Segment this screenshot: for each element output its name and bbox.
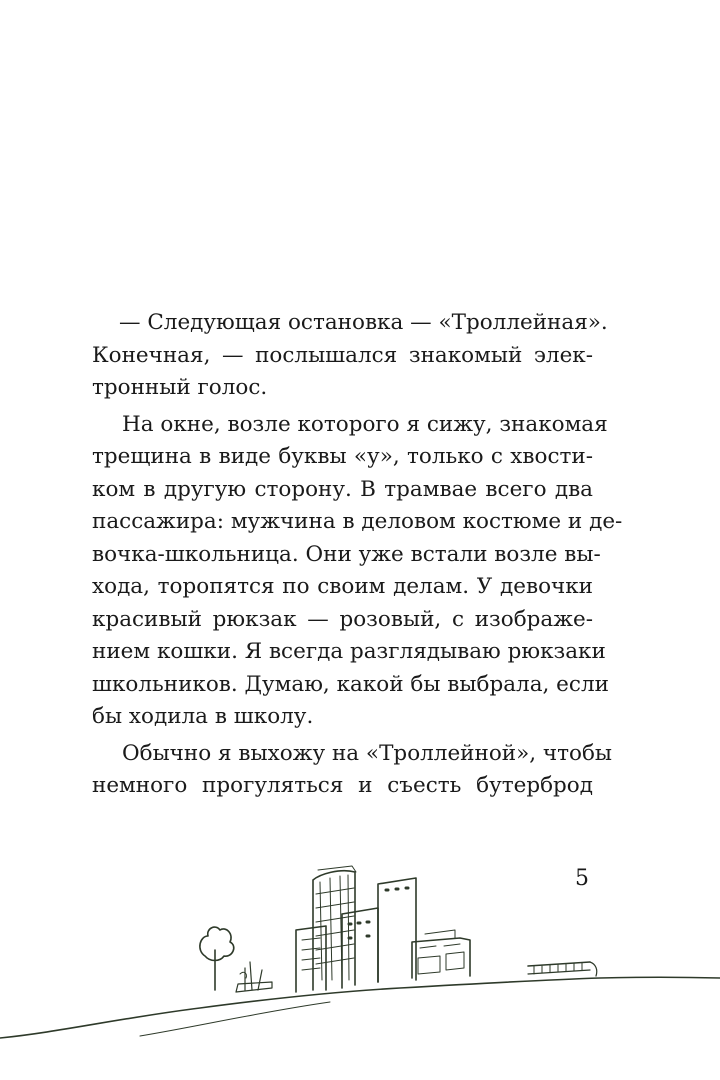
city-skyline-illustration xyxy=(0,850,720,1080)
text-line: бы ходила в школу. xyxy=(92,704,314,729)
text-line: школьников. Думаю, какой бы выбрала, если xyxy=(92,671,609,697)
text-line: нием кошки. Я всегда разглядываю рюкзаки xyxy=(92,639,606,664)
paragraph-2 xyxy=(92,409,623,734)
text-line: ком в другую сторону. В трамвае всего два xyxy=(92,476,593,502)
text-line: трещина в виде буквы «у», только с хвости- xyxy=(92,444,593,469)
text-line: немного прогуляться и съесть бутерброд xyxy=(92,773,593,798)
text-line: тронный голос. xyxy=(92,375,268,400)
page-number: 5 xyxy=(575,866,589,891)
text-line: — Следующая остановка — «Троллейная». xyxy=(119,310,608,335)
text-line: Конечная, — послышался знакомый элек- xyxy=(92,342,593,368)
text-line: хода, торопятся по своим делам. У девочки xyxy=(92,574,593,599)
paragraph-1 xyxy=(92,307,608,405)
text-line: Обычно я выхожу на «Троллейной», чтобы xyxy=(122,740,613,766)
body-text xyxy=(92,307,623,803)
text-line: красивый рюкзак — розовый, с изображе- xyxy=(92,606,593,632)
text-line: вочка-школьница. Они уже встали возле вы- xyxy=(92,541,601,567)
text-line: пассажира: мужчина в деловом костюме и де- xyxy=(92,509,623,534)
text-line: На окне, возле которого я сижу, знакомая xyxy=(122,411,608,437)
paragraph-3 xyxy=(92,738,613,803)
